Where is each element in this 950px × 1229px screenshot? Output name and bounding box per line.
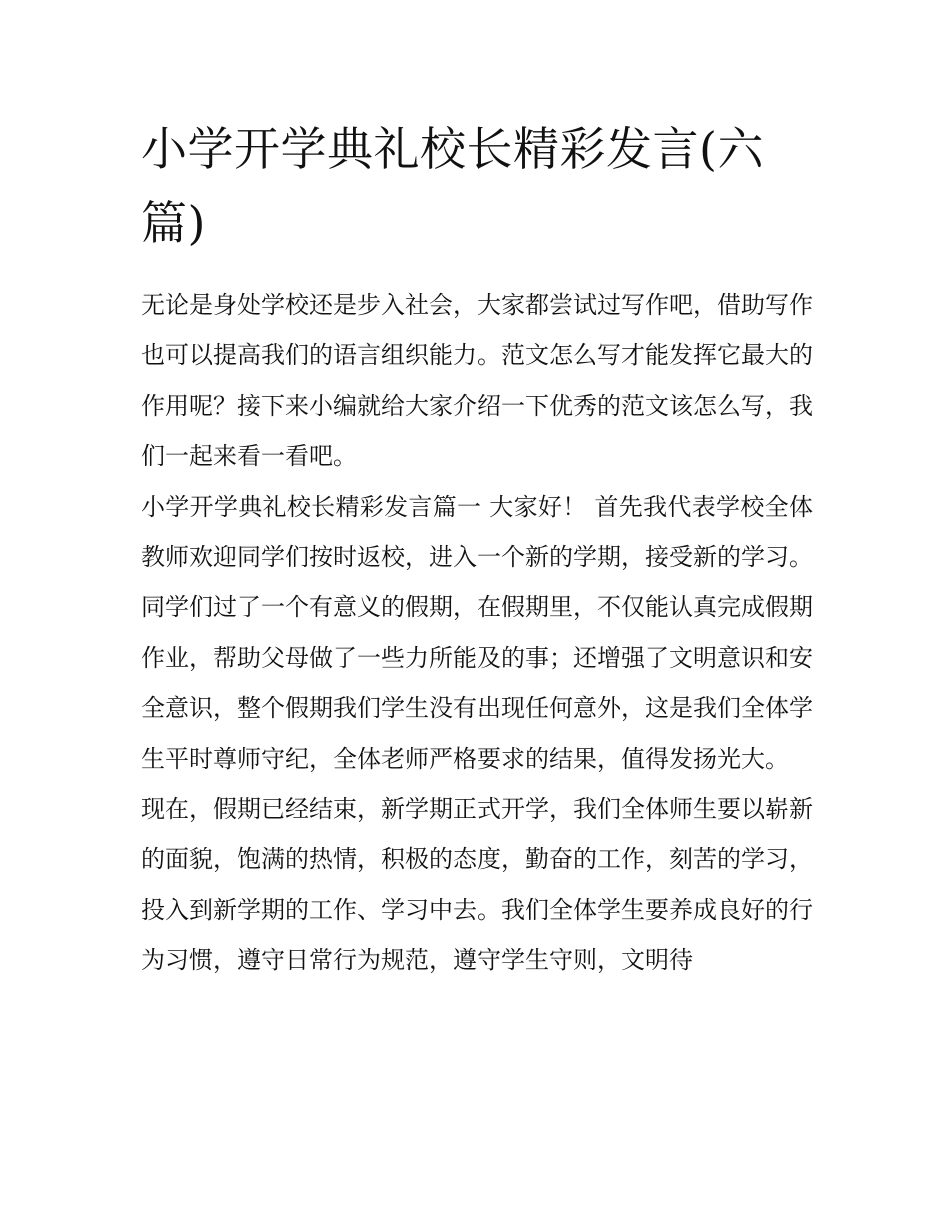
document-title: 小学开学典礼校长精彩发言(六篇) bbox=[141, 122, 764, 250]
paragraph-holiday: 同学们过了一个有意义的假期，在假期里，不仅能认真完成假期作业，帮助父母做了一些力所能及的事；还增强了文明意识和安全意识，整个假期我们学生没有出现任何意外，这是我们全体学生平时尊师守纪，全体老师严格要求的结果，值得发扬光大。 bbox=[141, 593, 813, 773]
document-body bbox=[141, 112, 813, 986]
paragraph-intro: 无论是身处学校还是步入社会，大家都尝试过写作吧，借助写作也可以提高我们的语言组织能力。范文怎么写才能发挥它最大的作用呢？接下来小编就给大家介绍一下优秀的范文该怎么写，我们一起来看一看吧。 bbox=[141, 291, 813, 471]
paragraph-greeting: 小学开学典礼校长精彩发言篇一 大家好！ 首先我代表学校全体教师欢迎同学们按时返校，进入一个新的学期，接受新的学习。 bbox=[141, 492, 813, 572]
paragraph-new-semester: 现在，假期已经结束，新学期正式开学，我们全体师生要以崭新的面貌，饱满的热情，积极的态度，勤奋的工作，刻苦的学习，投入到新学期的工作、学习中去。我们全体学生要养成良好的行为习惯，遵守日常行为规范，遵守学生守则，文明待 bbox=[141, 795, 813, 975]
